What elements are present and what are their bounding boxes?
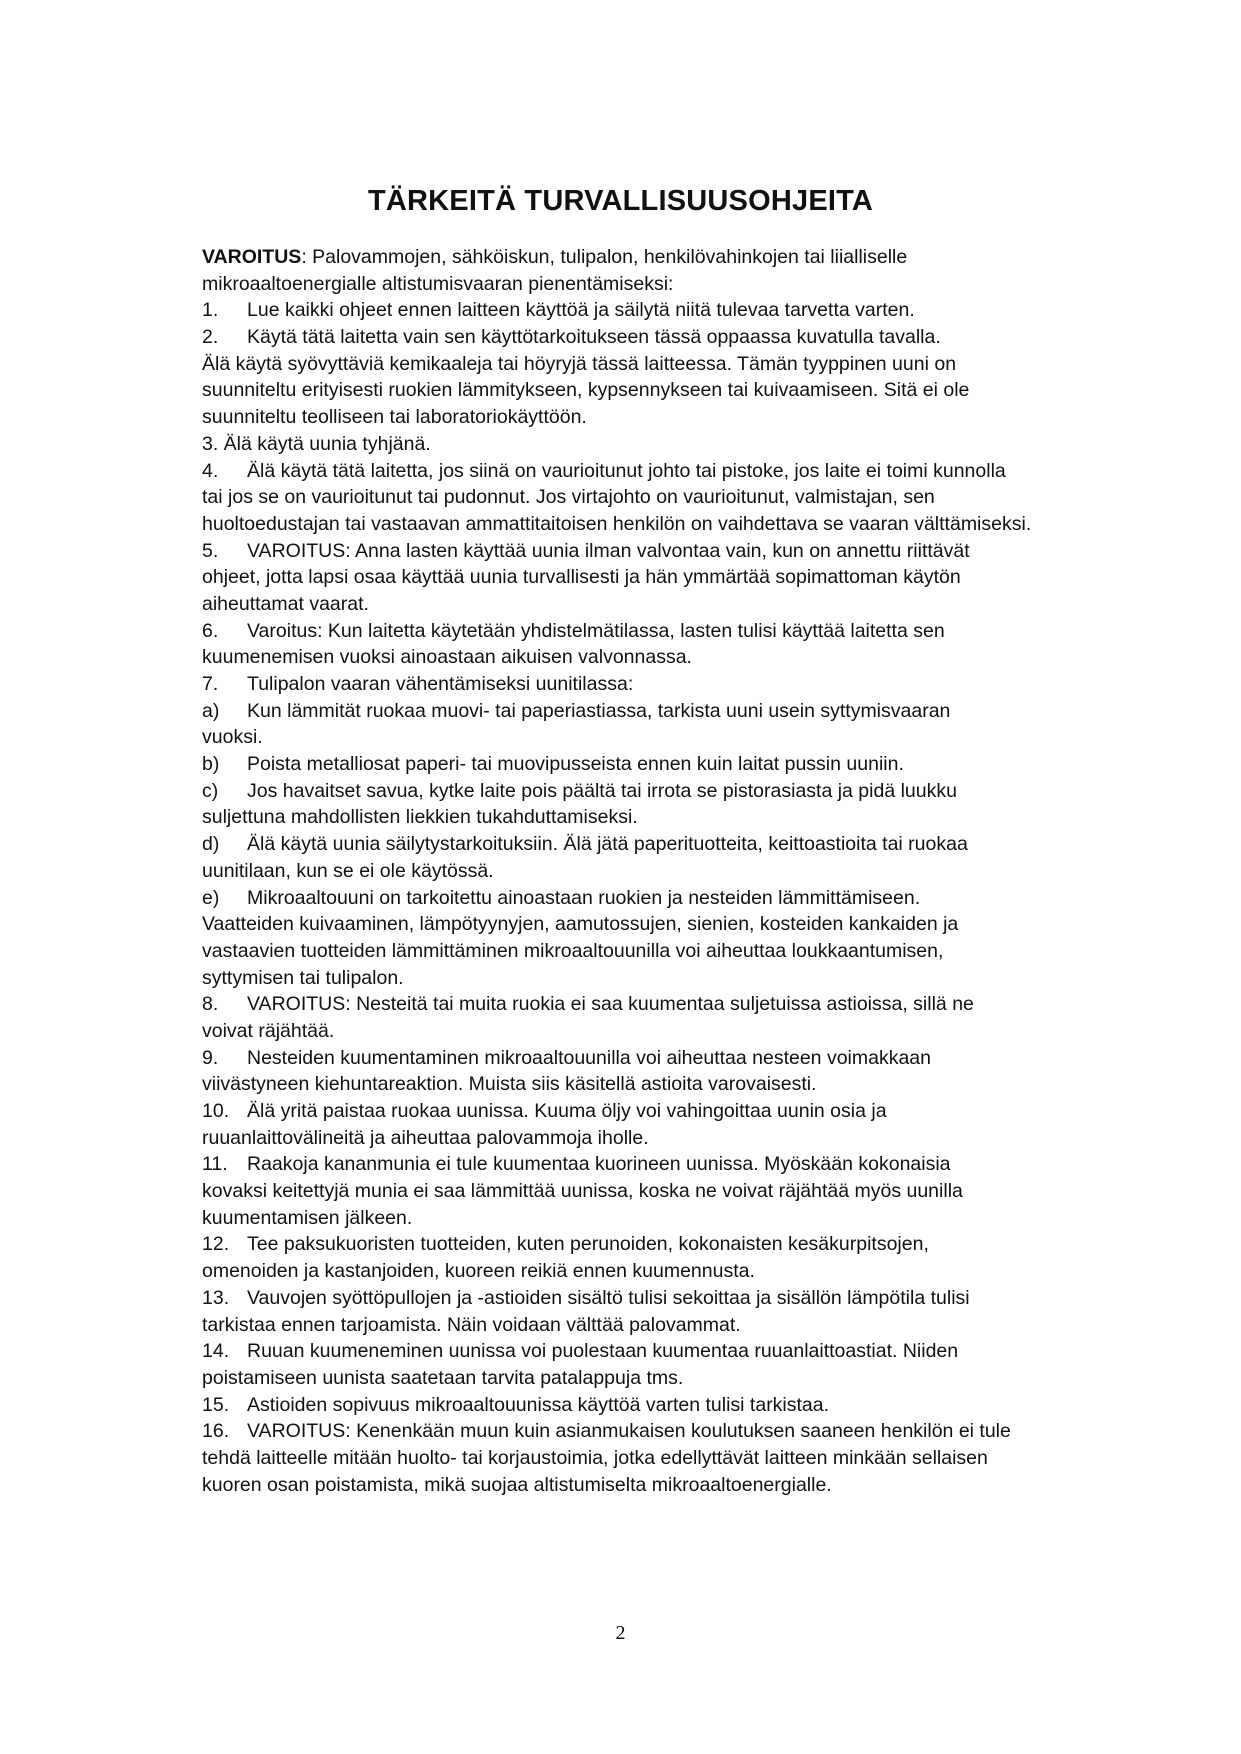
item-number: 15. <box>202 1393 230 1416</box>
list-item <box>202 324 1082 351</box>
item-number: 7. <box>202 673 219 695</box>
item-number: 14. <box>202 1340 230 1363</box>
item-text: Astioiden sopivuus mikroaaltouunissa käyttöä varten tulisi tarkistaa. <box>247 1393 830 1416</box>
item-text: Nesteiden kuumentaminen mikroaaltouunilla voi aiheuttaa nesteen voimakkaan <box>247 1046 931 1069</box>
item-text: Jos havaitset savua, kytke laite pois päältä tai irrota se pistorasiasta ja pidä luukku <box>247 779 957 802</box>
sub-item <box>202 885 1082 912</box>
item-text: aiheuttamat vaarat. <box>202 592 369 615</box>
list-item <box>202 297 1082 324</box>
item-text: suunniteltu teolliseen tai laboratoriokäyttöön. <box>202 406 587 429</box>
page-title: TÄRKEITÄ TURVALLISUUSOHJEITA <box>367 185 874 217</box>
warning-label: VAROITUS <box>202 246 302 268</box>
page-number: 2 <box>615 1622 626 1644</box>
item-text: VAROITUS: Nesteitä tai muita ruokia ei saa kuumentaa suljetuissa astioissa, sillä ne <box>247 993 974 1016</box>
item-number: 10. <box>202 1100 230 1122</box>
item-text: kuoren osan poistamista, mikä suojaa altistumiselta mikroaaltoenergialle. <box>202 1473 832 1496</box>
item-number: 4. <box>202 459 219 482</box>
item-text: VAROITUS: Kenenkään muun kuin asianmukaisen koulutuksen saaneen henkilön ei tule <box>247 1420 1011 1443</box>
item-text: ruuanlaittovälineitä ja aiheuttaa palovammoja iholle. <box>202 1126 649 1149</box>
item-text: Älä yritä paistaa ruokaa uunissa. Kuuma öljy voi vahingoittaa uunin osia ja <box>247 1100 887 1122</box>
item-number: 5. <box>202 539 219 562</box>
item-text: suljettuna mahdollisten liekkien tukahduttamiseksi. <box>202 806 638 829</box>
item-text: omenoiden ja kastanjoiden, kuoreen reikiä ennen kuumennusta. <box>202 1260 755 1283</box>
item-text: poistamiseen uunista saatetaan tarvita patalappuja tms. <box>202 1366 684 1389</box>
item-text: suunniteltu erityisesti ruokien lämmitykseen, kypsennykseen tai kuivaamiseen. Sitä ei ole <box>202 379 970 402</box>
list-item <box>202 1045 1082 1072</box>
sub-item <box>202 698 1082 725</box>
item-text: Älä käytä uunia säilytystarkoituksiin. Älä jätä paperituotteita, keittoastioita tai ruokaa <box>247 833 968 856</box>
item-text: Mikroaaltouuni on tarkoitettu ainoastaan ruokien ja nesteiden lämmittämiseen. <box>247 886 921 909</box>
item-text: uunitilaan, kun se ei ole käytössä. <box>202 859 494 882</box>
list-item <box>202 1151 1082 1178</box>
item-text: Älä käytä tätä laitetta, jos siinä on vaurioitunut johto tai pistoke, jos laite ei toimi kunnolla <box>247 459 1006 482</box>
sub-item <box>202 751 1082 778</box>
item-text: Vaatteiden kuivaaminen, lämpötyynyjen, aamutossujen, sienien, kosteiden kankaiden ja <box>202 913 959 936</box>
intro-line: mikroaaltoenergialle altistumisvaaran pienentämiseksi: <box>202 272 674 295</box>
item-letter: e) <box>202 886 220 909</box>
item-text: Käytä tätä laitetta vain sen käyttötarkoitukseen tässä oppaassa kuvatulla tavalla. <box>247 326 941 349</box>
list-item <box>202 1392 1082 1419</box>
item-text: kuumentamisen jälkeen. <box>202 1206 413 1229</box>
intro-line <box>202 244 1082 271</box>
list-item <box>202 618 1082 645</box>
sub-item <box>202 778 1082 805</box>
item-letter: a) <box>202 699 220 722</box>
item-text: Lue kaikki ohjeet ennen laitteen käyttöä ja säilytä niitä tulevaa tarvetta varten. <box>247 299 915 322</box>
item-number: 11. <box>202 1153 228 1176</box>
item-text: Tulipalon vaaran vähentämiseksi uunitilassa: <box>247 673 634 695</box>
list-item <box>202 538 1082 565</box>
item-text: viivästyneen kiehuntareaktion. Muista siis käsitellä astioita varovaisesti. <box>202 1073 817 1096</box>
list-item <box>202 991 1082 1018</box>
item-number: 1. <box>202 299 219 322</box>
list-item <box>202 458 1082 485</box>
list-item: 3. Älä käytä uunia tyhjänä. <box>202 432 431 455</box>
item-text: Varoitus: Kun laitetta käytetään yhdistelmätilassa, lasten tulisi käyttää laitetta sen <box>247 619 945 642</box>
item-text: kovaksi keitettyjä munia ei saa lämmittää uunissa, koska ne voivat räjähtää myös uunilla <box>202 1180 963 1203</box>
item-text: Ruuan kuumeneminen uunissa voi puolestaan kuumentaa ruuanlaittoastiat. Niiden <box>247 1340 959 1363</box>
item-text: tai jos se on vaurioitunut tai pudonnut. Jos virtajohto on vaurioitunut, valmistajan, sen <box>202 486 935 509</box>
list-item <box>202 1285 1082 1312</box>
item-text: ohjeet, jotta lapsi osaa käyttää uunia turvallisesti ja hän ymmärtää sopimattoman käytön <box>202 566 961 589</box>
item-text: Älä käytä syövyttäviä kemikaaleja tai höyryjä tässä laitteessa. Tämän tyyppinen uuni on <box>202 352 957 375</box>
safety-instructions <box>202 244 1082 1498</box>
list-item <box>202 671 1082 698</box>
item-text: VAROITUS: Anna lasten käyttää uunia ilman valvontaa vain, kun on annettu riittävät <box>247 539 970 562</box>
item-text: Vauvojen syöttöpullojen ja -astioiden sisältö tulisi sekoittaa ja sisällön lämpötila tulisi <box>247 1286 970 1309</box>
item-text: voivat räjähtää. <box>202 1019 335 1042</box>
item-text: kuumenemisen vuoksi ainoastaan aikuisen valvonnassa. <box>202 646 692 669</box>
item-letter: c) <box>202 779 219 802</box>
sub-item <box>202 831 1082 858</box>
item-text: Poista metalliosat paperi- tai muovipusseista ennen kuin laitat pussin uuniin. <box>247 753 904 776</box>
item-text: Kun lämmität ruokaa muovi- tai paperiastiassa, tarkista uuni usein syttymisvaaran <box>247 699 951 722</box>
list-item <box>202 1418 1082 1445</box>
item-letter: b) <box>202 753 220 776</box>
item-text: vuoksi. <box>202 726 263 749</box>
list-item <box>202 1231 1082 1258</box>
item-text: tarkistaa ennen tarjoamista. Näin voidaan välttää palovammat. <box>202 1313 741 1336</box>
list-item <box>202 1338 1082 1365</box>
item-number: 8. <box>202 993 219 1016</box>
item-number: 13. <box>202 1286 230 1309</box>
item-number: 12. <box>202 1233 230 1256</box>
item-text: tehdä laitteelle mitään huolto- tai korjaustoimia, jotka edellyttävät laitteen minkään sellaisen <box>202 1446 988 1469</box>
item-number: 2. <box>202 326 219 349</box>
item-number: 16. <box>202 1420 230 1443</box>
item-text: Tee paksukuoristen tuotteiden, kuten perunoiden, kokonaisten kesäkurpitsojen, <box>247 1233 929 1256</box>
item-number: 6. <box>202 619 219 642</box>
item-text: vastaavien tuotteiden lämmittäminen mikroaaltouunilla voi aiheuttaa loukkaantumisen, <box>202 939 944 962</box>
item-letter: d) <box>202 833 220 856</box>
item-text: huoltoedustajan tai vastaavan ammattitaitoisen henkilön on vaihdettava se vaaran välttämiseksi. <box>202 512 1032 535</box>
list-item <box>202 1098 1082 1125</box>
item-number: 9. <box>202 1046 219 1069</box>
intro-text: : Palovammojen, sähköiskun, tulipalon, henkilövahinkojen tai liialliselle <box>301 246 908 268</box>
item-text: syttymisen tai tulipalon. <box>202 966 404 989</box>
item-text: Raakoja kananmunia ei tule kuumentaa kuorineen uunissa. Myöskään kokonaisia <box>247 1153 951 1176</box>
